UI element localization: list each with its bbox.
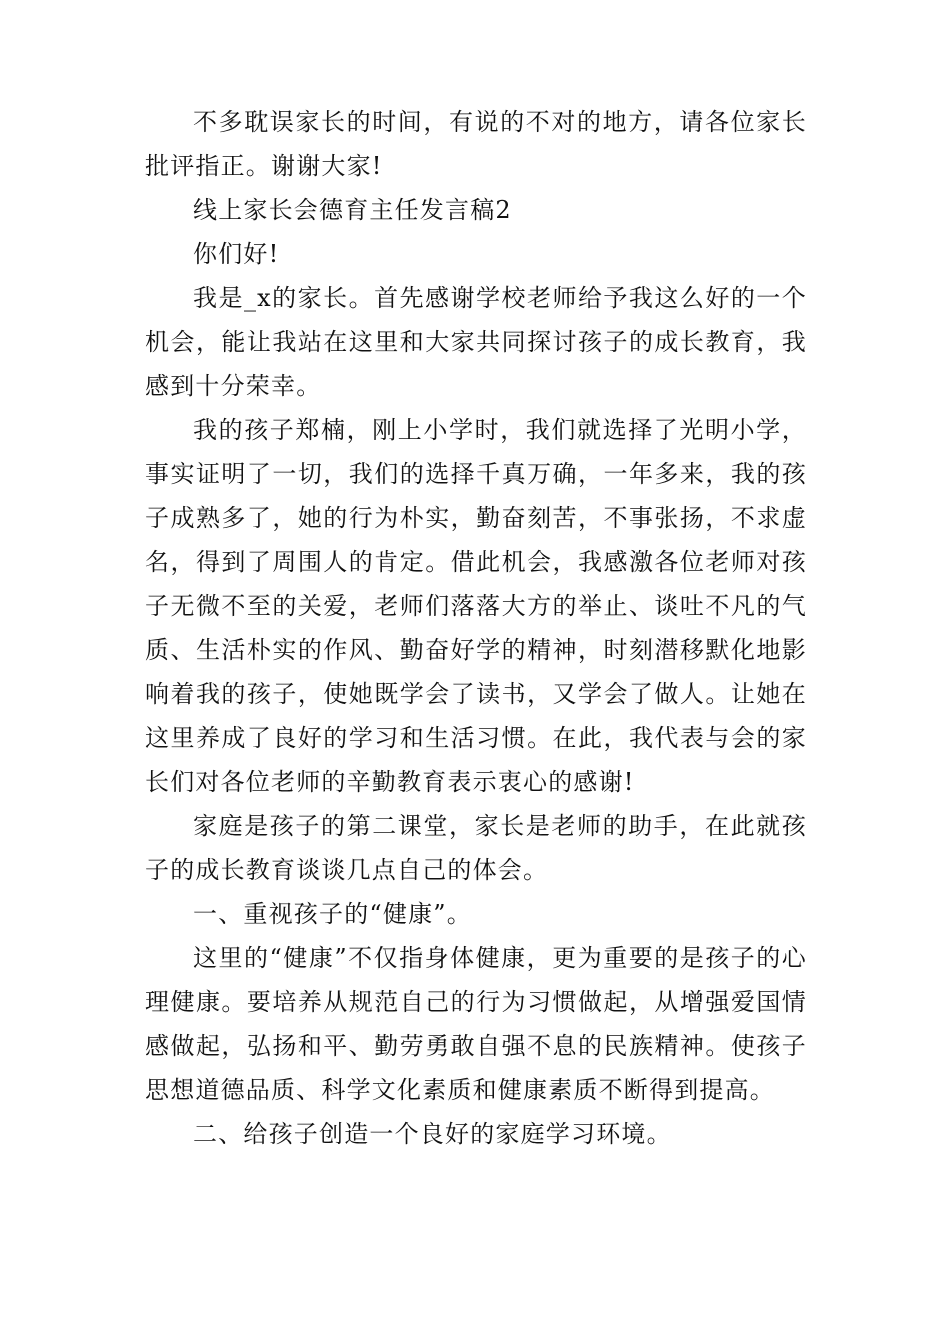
speech-title: 线上家长会德育主任发言稿2 bbox=[193, 196, 512, 224]
section-heading-environment: 二、给孩子创造一个良好的家庭学习环境。 bbox=[193, 1120, 672, 1148]
health-paragraph: 这里的“健康”不仅指身体健康，更为重要的是孩子的心理健康。要培养从规范自己的行为习惯做起，从增强爱国情感做起，弘扬和平、勤劳勇敢自强不息的民族精神。使孩子思想道德品质、科学文化素质和健康素质不断得到提高。 bbox=[145, 944, 807, 1104]
greeting: 你们好! bbox=[193, 240, 280, 268]
gratitude-paragraph: 我的孩子郑楠，刚上小学时，我们就选择了光明小学，事实证明了一切，我们的选择千真万确，一年多来，我的孩子成熟多了，她的行为朴实，勤奋刻苦，不事张扬，不求虚名，得到了周围人的肯定。借此机会，我感激各位老师对孩子无微不至的关爱，老师们落落大方的举止、谈吐不凡的气质、生活朴实的作风、勤奋好学的精神，时刻潜移默化地影响着我的孩子，使她既学会了读书，又学会了做人。让她在这里养成了良好的学习和生活习惯。在此，我代表与会的家长们对各位老师的辛勤教育表示衷心的感谢! bbox=[145, 416, 807, 796]
section-heading-health: 一、重视孩子的“健康”。 bbox=[193, 900, 472, 928]
home-classroom-paragraph: 家庭是孩子的第二课堂，家长是老师的助手，在此就孩子的成长教育谈谈几点自己的体会。 bbox=[145, 812, 807, 884]
document-body bbox=[145, 100, 807, 1156]
intro-paragraph: 我是_x的家长。首先感谢学校老师给予我这么好的一个机会，能让我站在这里和大家共同探讨孩子的成长教育，我感到十分荣幸。 bbox=[145, 284, 807, 400]
closing-paragraph: 不多耽误家长的时间，有说的不对的地方，请各位家长批评指正。谢谢大家! bbox=[145, 108, 807, 180]
